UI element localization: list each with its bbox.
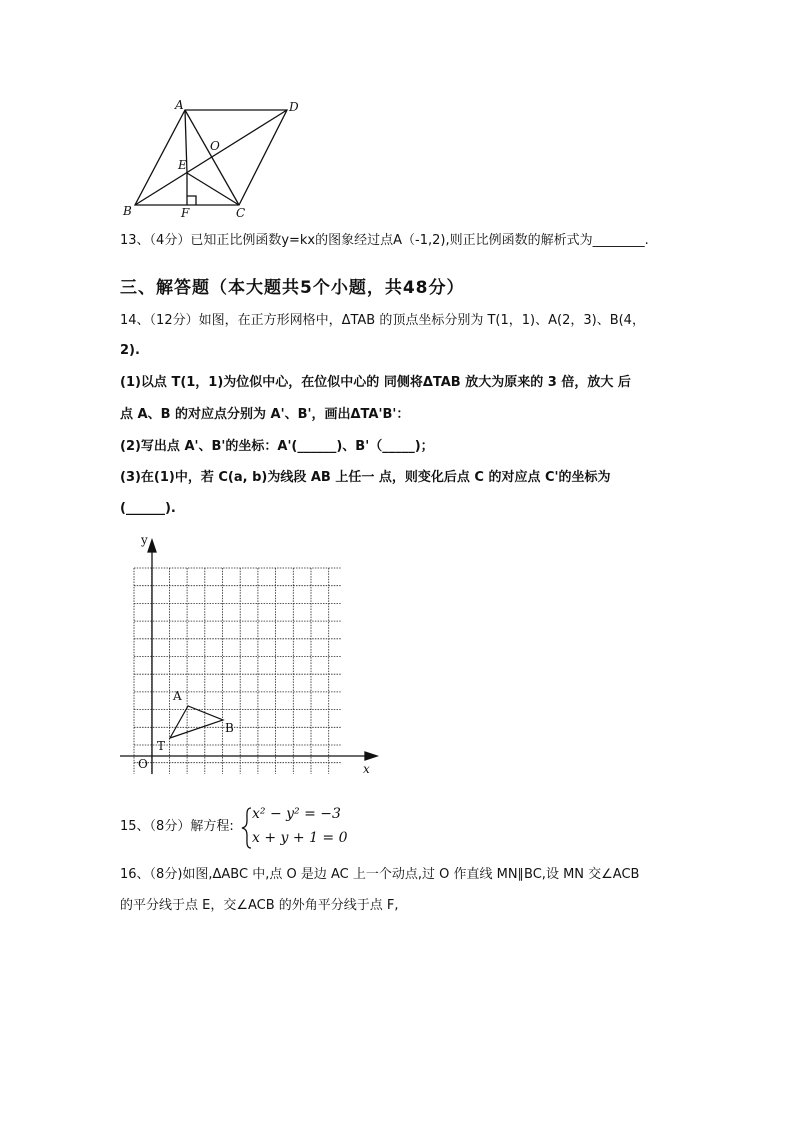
question-13: 13、（4分）已知正比例函数y=kx的图象经过点A（-1,2),则正比例函数的解析式为________.	[120, 233, 649, 248]
segment-ec	[187, 173, 239, 205]
label-t: T	[157, 739, 166, 753]
label-f: F	[181, 206, 190, 220]
label-b: B	[123, 204, 132, 218]
question-14-part2: (2)写出点 A'、B'的坐标：A'(______)、B'（_____)；	[120, 439, 434, 454]
equation-2: x + y + 1 = 0	[252, 830, 348, 846]
x-axis-arrow	[365, 752, 377, 760]
question-14-part1a: (1)以点 T(1，1)为位似中心，在位似中心的 同侧将ΔTAB 放大为原来的 3 倍，放大 后	[120, 375, 631, 390]
question-14-part3a: (3)在(1)中，若 C(a, b)为线段 AB 上任一 点，则变化后点 C 的对应点 C'的坐标为	[120, 470, 611, 485]
label-b-grid: B	[225, 721, 234, 735]
y-axis-arrow	[148, 540, 156, 552]
question-14-part1b: 点 A、B 的对应点分别为 A'、B'，画出ΔTA'B'：	[120, 407, 410, 422]
x-axis-label: x	[363, 762, 370, 776]
label-e: E	[178, 158, 187, 172]
equation-1: x² − y² = −3	[252, 806, 341, 822]
label-o: O	[210, 139, 220, 153]
diagonal-bd	[135, 110, 287, 205]
coordinate-grid-figure	[115, 528, 385, 780]
parallelogram-figure	[115, 95, 315, 225]
label-c: C	[236, 206, 246, 220]
question-14-line1: 14、（12分）如图，在正方形网格中，ΔTAB 的顶点坐标分别为 T(1，1)、A(2，3)、B(4，	[120, 313, 645, 328]
right-angle-mark	[187, 196, 196, 205]
question-14-part3b: (______).	[120, 501, 176, 516]
question-14-line2: 2).	[120, 343, 140, 358]
label-a-grid: A	[173, 689, 182, 703]
y-axis-label: y	[141, 533, 148, 547]
label-d: D	[289, 100, 299, 114]
question-16-line1: 16、（8分)如图,ΔABC 中,点 O 是边 AC 上一个动点,过 O 作直线 MN∥BC,设 MN 交∠ACB	[120, 867, 640, 882]
question-16-line2: 的平分线于点 E，交∠ACB 的外角平分线于点 F,	[120, 898, 399, 913]
triangle-tab	[170, 706, 223, 738]
question-15-prefix: 15、（8分）解方程:	[120, 819, 234, 834]
label-a: A	[175, 98, 184, 112]
section-heading: 三、解答题（本大题共5个小题，共48分）	[120, 278, 465, 298]
origin-label: O	[138, 757, 148, 771]
